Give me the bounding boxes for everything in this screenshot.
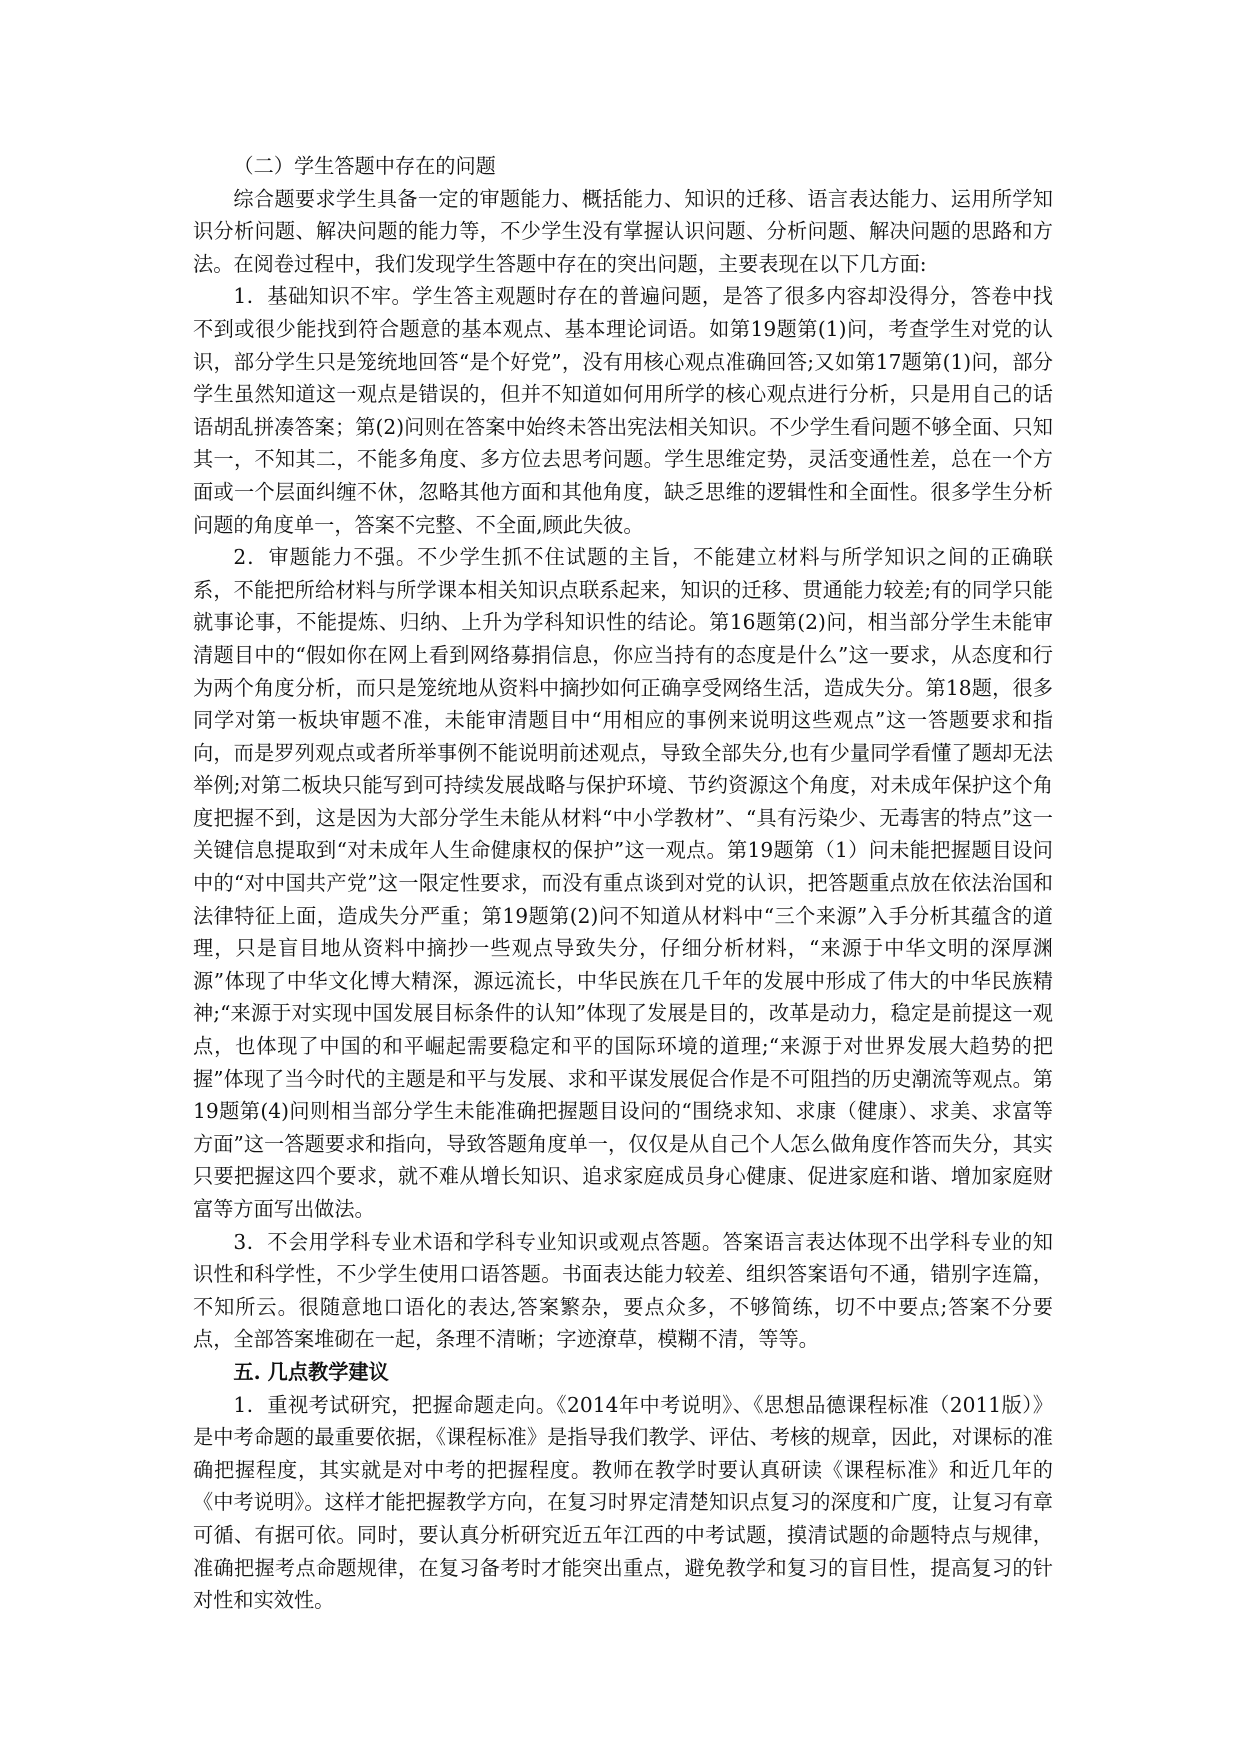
section-title: 五. 几点教学建议: [233, 1359, 389, 1384]
problem-paragraph-2: 2．审题能力不强。不少学生抓不住试题的主旨，不能建立材料与所学知识之间的正确联系，不能把所给材料与所学课本相关知识点联系起来，知识的迁移、贯通能力较差;有的同学只能就事论事，不能提炼、归纳、上升为学科知识性的结论。第16题第(2)问，相当部分学生未能审清题目中的“假如你在网上看到网络募捐信息，你应当持有的态度是什么”这一要求，从态度和行为两个角度分析，而只是笼统地从资料中摘抄如何正确享受网络生活，造成失分。第18题，很多同学对第一板块审题不准，未能审清题目中“用相应的事例来说明这些观点”这一答题要求和指向，而是罗列观点或者所举事例不能说明前述观点，导致全部失分,也有少量同学看懂了题却无法举例;对第二板块只能写到可持续发展战略与保护环境、节约资源这个角度，对未成年保护这个角度把握不到，这是因为大部分学生未能从材料“中小学教材”、“具有污染少、无毒害的特点”这一关键信息提取到“对未成年人生命健康权的保护”这一观点。第19题第（1）问未能把握题目设问中的“对中国共产党”这一限定性要求，而没有重点谈到对党的认识，把答题重点放在依法治国和法律特征上面，造成失分严重；第19题第(2)问不知道从材料中“三个来源”入手分析其蕴含的道理，只是盲目地从资料中摘抄一些观点导致失分，仔细分析材料，“来源于中华文明的深厚渊源”体现了中华文化博大精深，源远流长，中华民族在几千年的发展中形成了伟大的中华民族精神;“来源于对实现中国发展目标条件的认知”体现了发展是目的，改革是动力，稳定是前提这一观点，也体现了中国的和平崛起需要稳定和平的国际环境的道理;“来源于对世界发展大趋势的把握”体现了当今时代的主题是和平与发展、求和平谋发展促合作是不可阻挡的历史潮流等观点。第19题第(4)问则相当部分学生未能准确把握题目设问的“围绕求知、求康（健康）、求美、求富等方面”这一答题要求和指向，导致答题角度单一，仅仅是从自己个人怎么做角度作答而失分，其实只要把握这四个要求，就不难从增长知识、追求家庭成员身心健康、促进家庭和谐、增加家庭财富等方面写出做法。: [193, 545, 1053, 1221]
intro-paragraph: 综合题要求学生具备一定的审题能力、概括能力、知识的迁移、语言表达能力、运用所学知识分析问题、解决问题的能力等，不少学生没有掌握认识问题、分析问题、解决问题的思路和方法。在阅卷过程中，我们发现学生答题中存在的突出问题，主要表现在以下几方面:: [193, 186, 1053, 276]
suggestion-paragraph-1: 1．重视考试研究，把握命题走向。《2014年中考说明》、《思想品德课程标准（2011版）》是中考命题的最重要依据，《课程标准》是指导我们教学、评估、考核的规章，因此，对课标的准确把握程度，其实就是对中考的把握程度。教师在教学时要认真研读《课程标准》和近几年的《中考说明》。这样才能把握教学方向，在复习时界定清楚知识点复习的深度和广度，让复习有章可循、有据可依。同时，要认真分析研究近五年江西的中考试题，摸清试题的命题特点与规律，准确把握考点命题规律，在复习备考时才能突出重点，避免教学和复习的盲目性，提高复习的针对性和实效性。: [193, 1392, 1053, 1613]
subsection-title: （二）学生答题中存在的问题: [233, 154, 496, 178]
problem-paragraph-3: 3．不会用学科专业术语和学科专业知识或观点答题。答案语言表达体现不出学科专业的知识性和科学性，不少学生使用口语答题。书面表达能力较差、组织答案语句不通，错别字连篇，不知所云。很随意地口语化的表达,答案繁杂，要点众多，不够简练，切不中要点;答案不分要点，全部答案堆砌在一起，条理不清晰；字迹潦草，模糊不清，等等。: [193, 1229, 1053, 1352]
problem-paragraph-1: 1．基础知识不牢。学生答主观题时存在的普遍问题，是答了很多内容却没得分，答卷中找不到或很少能找到符合题意的基本观点、基本理论词语。如第19题第(1)问，考查学生对党的认识，部分学生只是笼统地回答“是个好党”，没有用核心观点准确回答;又如第17题第(1)问，部分学生虽然知道这一观点是错误的，但并不知道如何用所学的核心观点进行分析，只是用自己的话语胡乱拼凑答案；第(2)问则在答案中始终未答出宪法相关知识。不少学生看问题不够全面、只知其一，不知其二，不能多角度、多方位去思考问题。学生思维定势，灵活变通性差，总在一个方面或一个层面纠缠不休，忽略其他方面和其他角度，缺乏思维的逻辑性和全面性。很多学生分析问题的角度单一，答案不完整、不全面,顾此失彼。: [193, 284, 1053, 537]
document-page: [193, 150, 1053, 1617]
